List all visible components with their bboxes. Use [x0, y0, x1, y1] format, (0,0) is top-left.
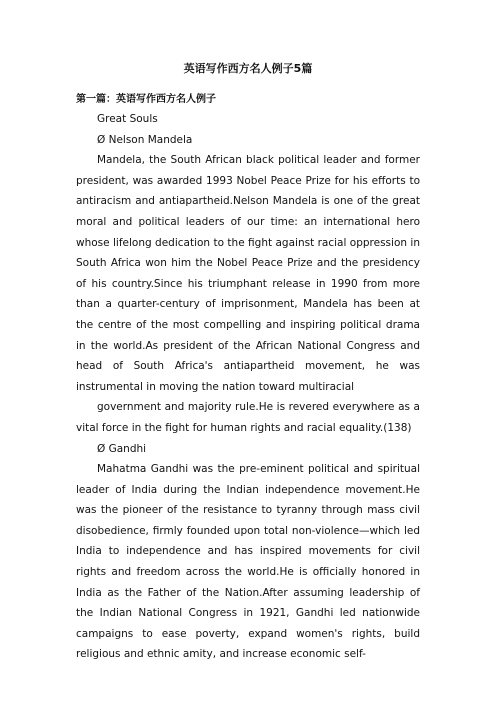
person-heading-mandela: Ø Nelson Mandela [97, 133, 193, 146]
paragraph-mandela-continued: government and majority rule.He is revered everywhere as a vital force in the fight for human rights and racial equality.(138) [76, 401, 420, 434]
person-heading-gandhi: Ø Gandhi [97, 442, 147, 455]
section-title: 第一篇：英语写作西方名人例子 [76, 94, 216, 105]
document-title: 英语写作西方名人例子5篇 [183, 62, 313, 75]
essay-heading: Great Souls [97, 113, 158, 125]
paragraph-mandela: Mandela, the South African black political leader and former president, was awarded 1993 Nobel Peace Prize for his efforts to antiracism and antiapartheid.Nelson Mandela is one of the great moral and political leaders of our time: an international hero whose lifelong dedication to the fight against racial oppression in South Africa won him the Nobel Peace Prize and the presidency of his country.Since his triumphant release in 1990 from more than a quarter-century of imprisonment, Mandela has been at the centre of the most compelling and inspiring political drama in the world.As president of the African National Congress and head of South Africa's antiapartheid movement, he was instrumental in moving the nation toward multiracial [76, 154, 420, 393]
paragraph-gandhi: Mahatma Gandhi was the pre-eminent political and spiritual leader of India during the Indian independence movement.He was the pioneer of the resistance to tyranny through mass civil disobedience, firmly founded upon total non-violence—which led India to independence and has inspired movements for civil rights and freedom across the world.He is officially honored in India as the Father of the Nation.After assuming leadership of the Indian National Congress in 1921, Gandhi led nationwide campaigns to ease poverty, expand women's rights, build religious and ethnic amity, and increase economic self- [76, 463, 420, 661]
